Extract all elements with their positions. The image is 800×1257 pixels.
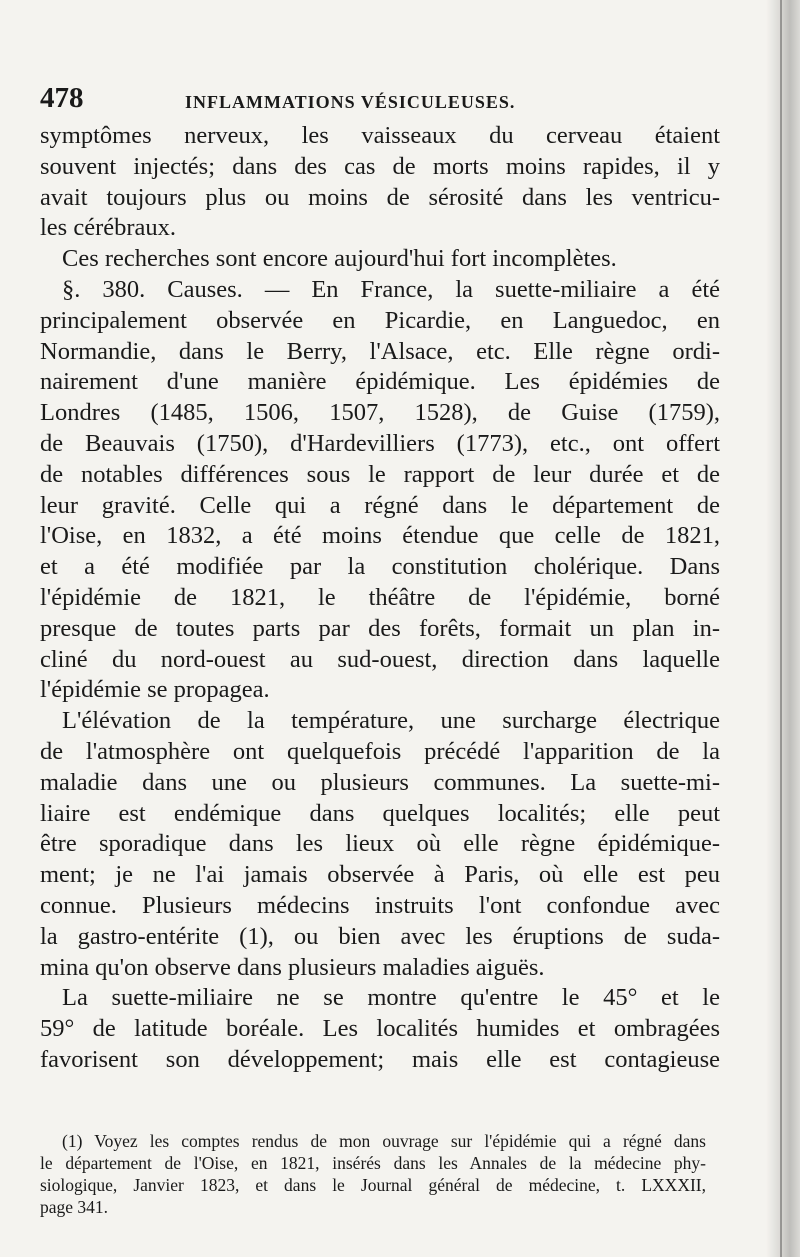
text-line: favorisent son développement; mais elle est contagieuse bbox=[40, 1045, 720, 1073]
text-line: principalement observée en Picardie, en Languedoc, en bbox=[40, 306, 720, 334]
text-line: presque de toutes parts par des forêts, formait un plan in- bbox=[40, 614, 720, 642]
text-line: mina qu'on observe dans plusieurs maladies aiguës. bbox=[40, 953, 545, 981]
page-number: 478 bbox=[40, 82, 84, 114]
text-line: avait toujours plus ou moins de sérosité dans les ventricu- bbox=[40, 183, 720, 211]
text-line: maladie dans une ou plusieurs communes. La suette-mi- bbox=[40, 768, 720, 796]
text-line: souvent injectés; dans des cas de morts moins rapides, il y bbox=[40, 152, 720, 180]
text-line: connue. Plusieurs médecins instruits l'ont confondue avec bbox=[40, 891, 720, 919]
text-line: L'élévation de la température, une surcharge électrique bbox=[62, 707, 720, 735]
text-line: l'épidémie se propagea. bbox=[40, 676, 270, 704]
text-line: Ces recherches sont encore aujourd'hui fort incomplètes. bbox=[62, 245, 617, 273]
page-edge-line bbox=[780, 0, 782, 1257]
text-line: Londres (1485, 1506, 1507, 1528), de Guise (1759), bbox=[40, 399, 720, 427]
text-line: les cérébraux. bbox=[40, 214, 177, 242]
footnote-line: le département de l'Oise, en 1821, insérés dans les Annales de la médecine phy- bbox=[40, 1153, 706, 1173]
text-line: de Beauvais (1750), d'Hardevilliers (1773), etc., ont offert bbox=[40, 429, 720, 457]
page-binding-shadow bbox=[766, 0, 800, 1257]
text-line: Normandie, dans le Berry, l'Alsace, etc. Elle règne ordi- bbox=[40, 337, 720, 365]
text-line: symptômes nerveux, les vaisseaux du cerveau étaient bbox=[40, 122, 720, 149]
footnotes bbox=[40, 1130, 706, 1218]
text-line: et a été modifiée par la constitution cholérique. Dans bbox=[40, 553, 720, 581]
page-header bbox=[40, 82, 720, 122]
text-line: de notables différences sous le rapport de leur durée et de bbox=[40, 460, 720, 488]
text-line: 59° de latitude boréale. Les localités humides et ombragées bbox=[40, 1015, 720, 1043]
text-line: La suette-miliaire ne se montre qu'entre le 45° et le bbox=[62, 984, 720, 1012]
text-line: de l'atmosphère ont quelquefois précédé l'apparition de la bbox=[40, 737, 720, 765]
body-text bbox=[40, 121, 720, 1076]
text-line: ment; je ne l'ai jamais observée à Paris, où elle est peu bbox=[40, 861, 720, 889]
text-line: être sporadique dans les lieux où elle règne épidémique- bbox=[40, 830, 720, 858]
text-line: cliné du nord-ouest au sud-ouest, direction dans laquelle bbox=[40, 645, 720, 673]
footnote-line: (1) Voyez les comptes rendus de mon ouvrage sur l'épidémie qui a régné dans bbox=[62, 1131, 706, 1151]
text-line: l'Oise, en 1832, a été moins étendue que celle de 1821, bbox=[40, 522, 720, 550]
text-line: l'épidémie de 1821, le théâtre de l'épidémie, borné bbox=[40, 583, 720, 611]
text-line: la gastro-entérite (1), ou bien avec les éruptions de suda- bbox=[40, 922, 720, 950]
text-line: nairement d'une manière épidémique. Les épidémies de bbox=[40, 368, 720, 396]
running-head: INFLAMMATIONS VÉSICULEUSES. bbox=[185, 92, 516, 112]
footnote-line: siologique, Janvier 1823, et dans le Journal général de médecine, t. LXXXII, bbox=[40, 1175, 706, 1195]
text-line: liaire est endémique dans quelques localités; elle peut bbox=[40, 799, 720, 827]
text-line: §. 380. Causes. — En France, la suette-miliaire a été bbox=[62, 275, 720, 303]
text-line: leur gravité. Celle qui a régné dans le département de bbox=[40, 491, 720, 519]
footnote-line: page 341. bbox=[40, 1197, 109, 1217]
